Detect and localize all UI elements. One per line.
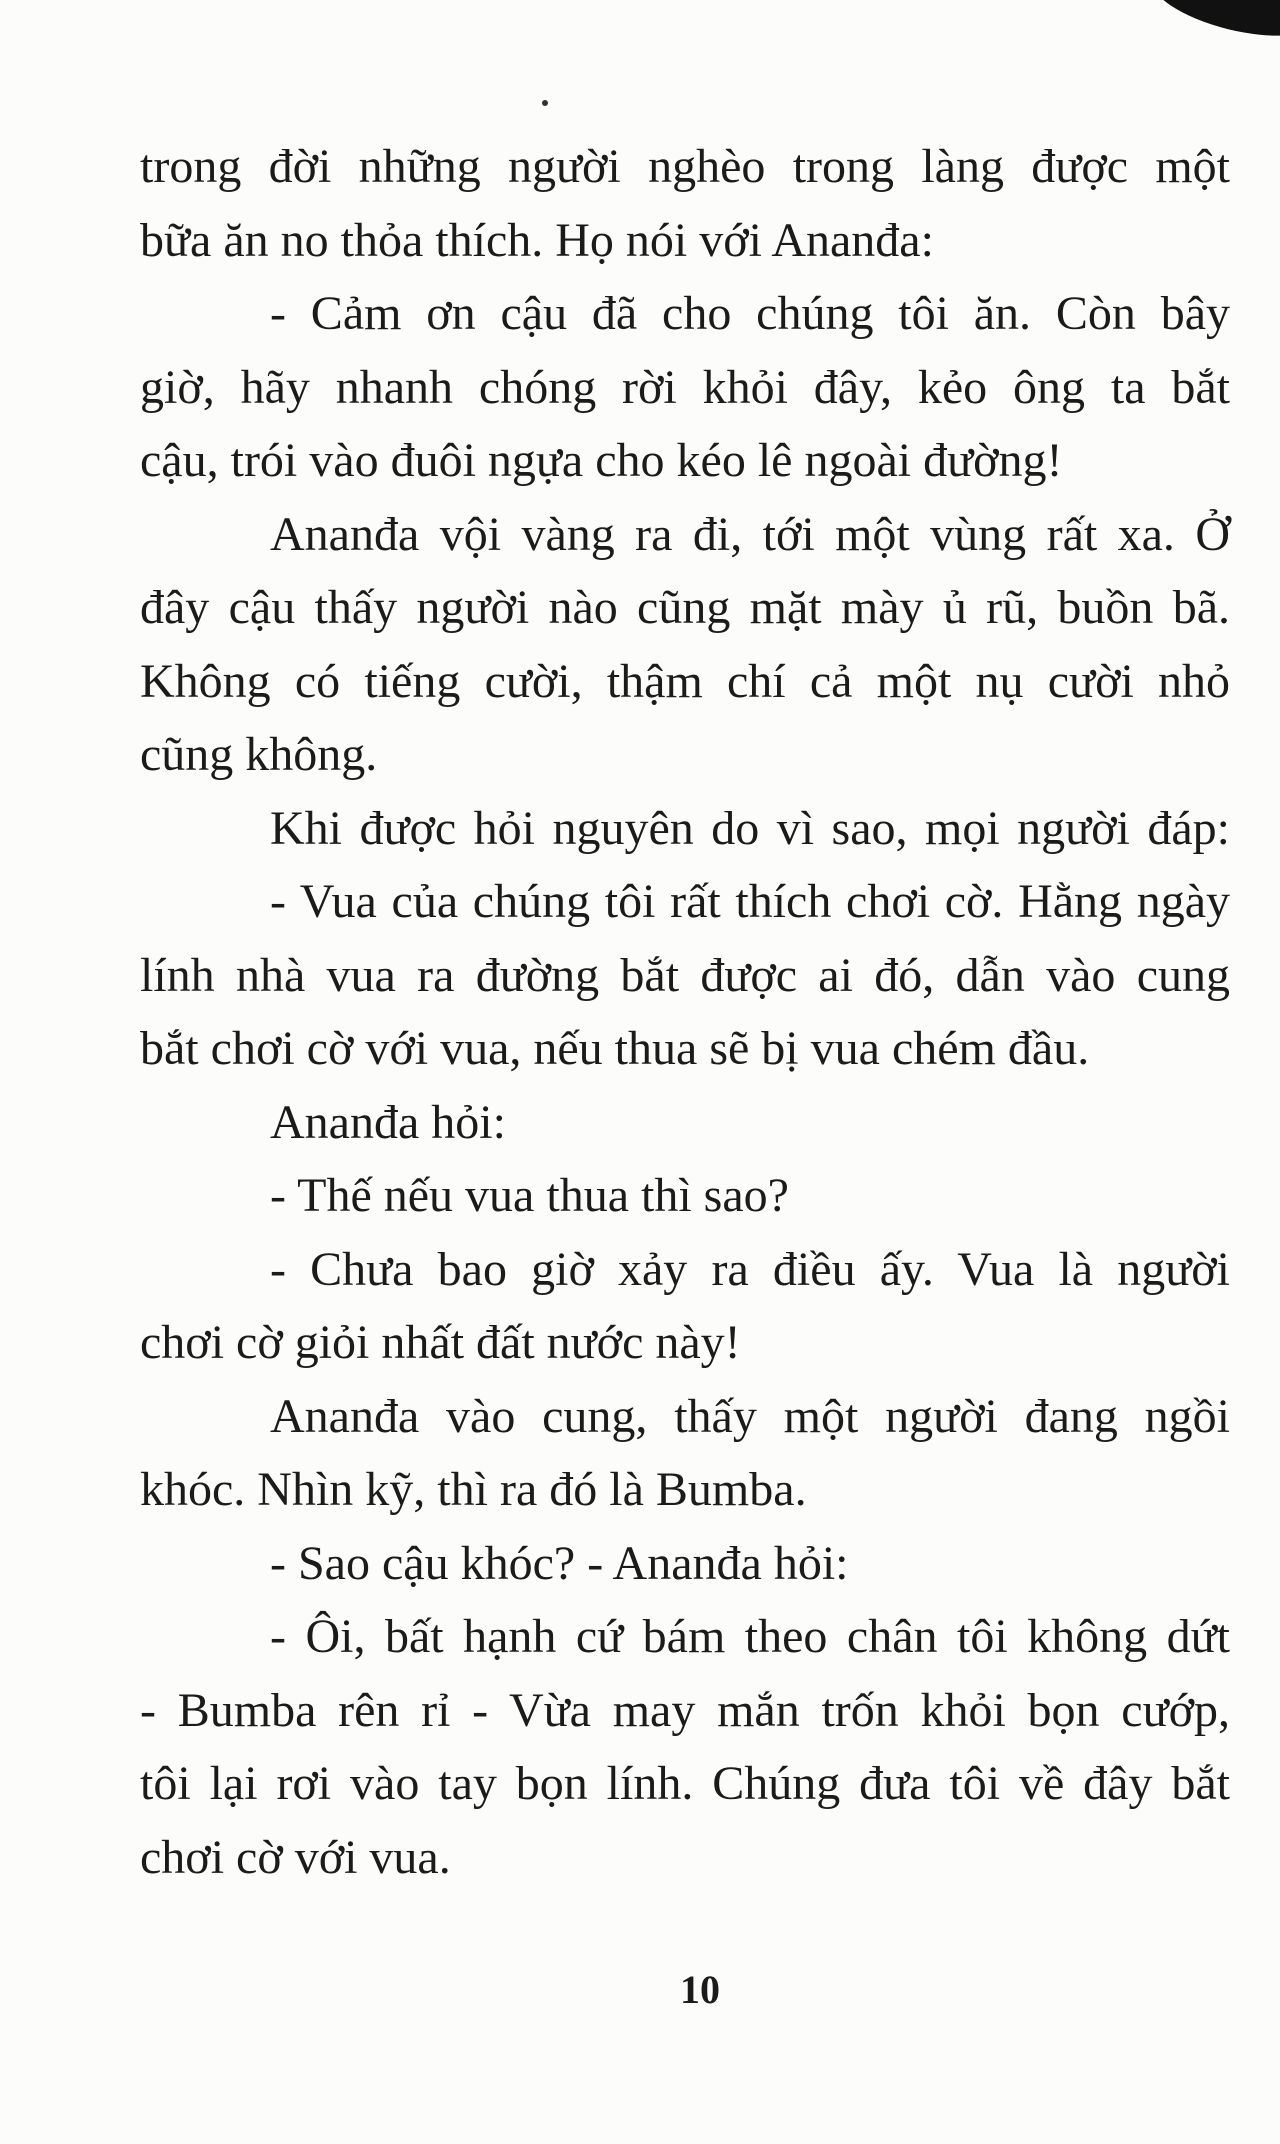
text-line: Không có tiếng cười, thậm chí cả một nụ cười nhỏ: [140, 654, 1230, 708]
text-line: - Sao cậu khóc? - Ananđa hỏi:: [270, 1536, 849, 1590]
text-line: - Bumba rên rỉ - Vừa may mắn trốn khỏi bọn cướp,: [140, 1683, 1230, 1737]
text-line: khóc. Nhìn kỹ, thì ra đó là Bumba.: [140, 1463, 807, 1516]
text-line: đây cậu thấy người nào cũng mặt mày ủ rũ, buồn bã.: [140, 581, 1230, 634]
text-line: bữa ăn no thỏa thích. Họ nói với Ananđa:: [140, 213, 934, 267]
text-line: Ananđa vào cung, thấy một người đang ngồi: [270, 1389, 1230, 1443]
text-line: giờ, hãy nhanh chóng rời khỏi đây, kẻo ông ta bắt: [140, 360, 1230, 414]
text-line: cũng không.: [140, 728, 378, 781]
text-line: Ananđa vội vàng ra đi, tới một vùng rất xa. Ở: [270, 507, 1230, 561]
text-line: lính nhà vua ra đường bắt được ai đó, dẫn vào cung: [140, 948, 1230, 1002]
text-line: trong đời những người nghèo trong làng được một: [140, 140, 1230, 193]
text-line: - Cảm ơn cậu đã cho chúng tôi ăn. Còn bây: [270, 287, 1230, 340]
text-line: Ananđa hỏi:: [270, 1095, 506, 1149]
text-line: chơi cờ với vua.: [140, 1830, 451, 1884]
body-text: [140, 130, 1230, 1894]
text-line: chơi cờ giỏi nhất đất nước này!: [140, 1316, 741, 1369]
text-line: bắt chơi cờ với vua, nếu thua sẽ bị vua chém đầu.: [140, 1022, 1090, 1075]
text-line: - Chưa bao giờ xảy ra điều ấy. Vua là người: [270, 1242, 1230, 1296]
page-number: 10: [680, 1967, 720, 2012]
scan-corner-shadow: [1145, 0, 1280, 50]
text-line: Khi được hỏi nguyên do vì sao, mọi người đáp:: [270, 801, 1230, 855]
text-line: cậu, trói vào đuôi ngựa cho kéo lê ngoài đường!: [140, 434, 1063, 487]
scan-speck: [542, 100, 548, 106]
text-line: tôi lại rơi vào tay bọn lính. Chúng đưa tôi về đây bắt: [140, 1757, 1230, 1810]
text-line: - Ôi, bất hạnh cứ bám theo chân tôi không dứt: [270, 1610, 1230, 1663]
text-line: - Vua của chúng tôi rất thích chơi cờ. Hằng ngày: [270, 875, 1230, 928]
text-line: - Thế nếu vua thua thì sao?: [270, 1169, 789, 1222]
